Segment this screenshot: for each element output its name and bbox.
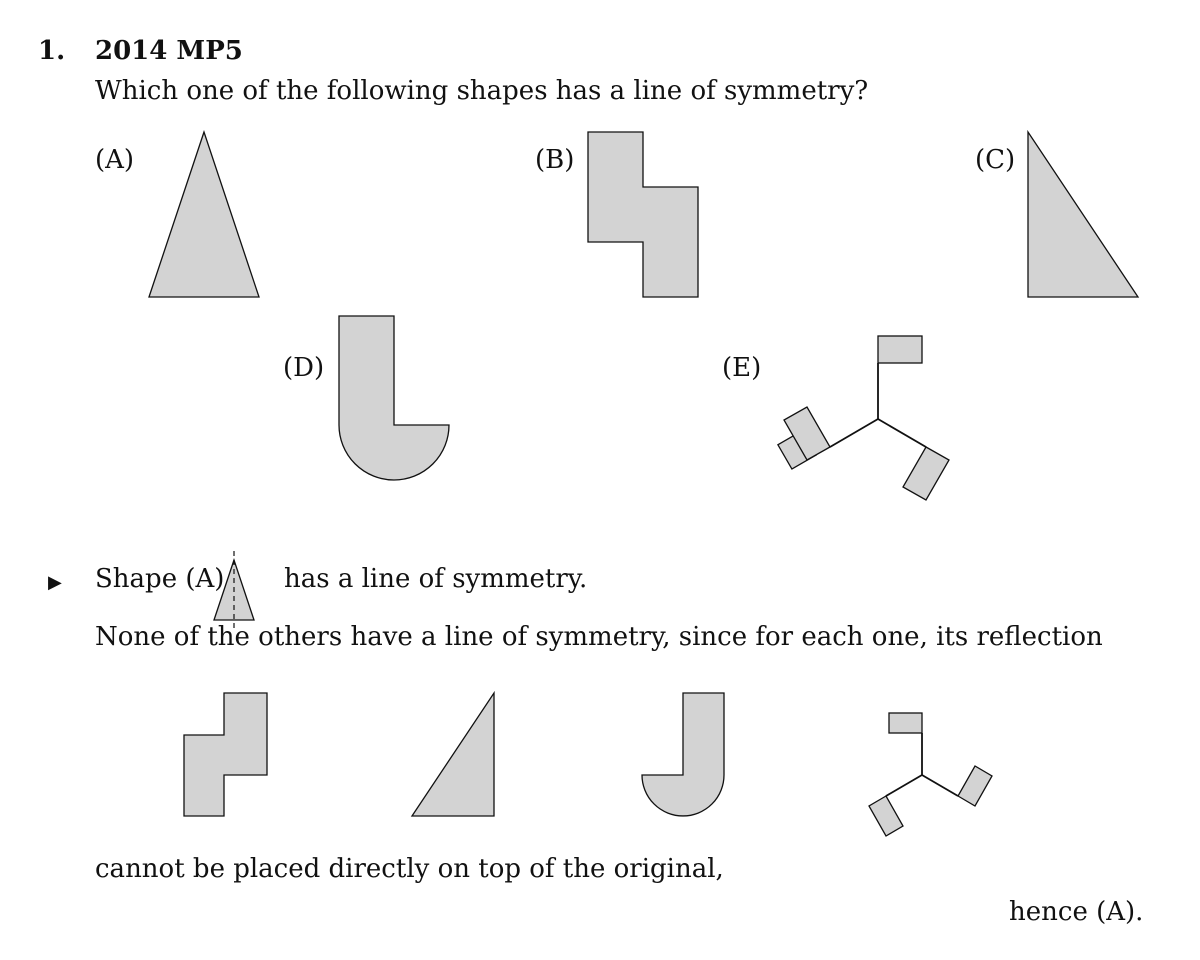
solution-text-others: None of the others have a line of symmetry, since for each one, its reflection	[95, 622, 1103, 652]
reflected-shape-b	[178, 688, 274, 822]
reflected-shape-c	[405, 688, 501, 822]
shape-d-hook	[332, 310, 456, 485]
solution-bullet: ▶	[48, 572, 62, 593]
reflected-shape-e	[862, 708, 998, 842]
shape-b-step	[582, 125, 706, 305]
shape-a-triangle	[140, 125, 270, 305]
solution-text-cannot-overlay: cannot be placed directly on top of the original,	[95, 854, 724, 884]
shape-e-flags	[780, 330, 956, 506]
question-number: 1.	[38, 36, 66, 66]
option-b-label: (B)	[535, 145, 575, 175]
inline-triangle-with-axis	[215, 548, 265, 628]
solution-conclusion: hence (A).	[1009, 897, 1144, 927]
question-source: 2014 MP5	[95, 36, 243, 66]
solution-text-has-symmetry: has a line of symmetry.	[284, 564, 588, 594]
option-d-label: (D)	[283, 353, 325, 383]
option-e-label: (E)	[722, 353, 762, 383]
shape-c-right-triangle	[1022, 125, 1146, 305]
solution-text-shape-a: Shape (A)	[95, 564, 225, 594]
question-prompt: Which one of the following shapes has a line of symmetry?	[95, 76, 869, 106]
option-c-label: (C)	[975, 145, 1016, 175]
reflected-shape-d	[637, 688, 733, 822]
option-a-label: (A)	[95, 145, 135, 175]
